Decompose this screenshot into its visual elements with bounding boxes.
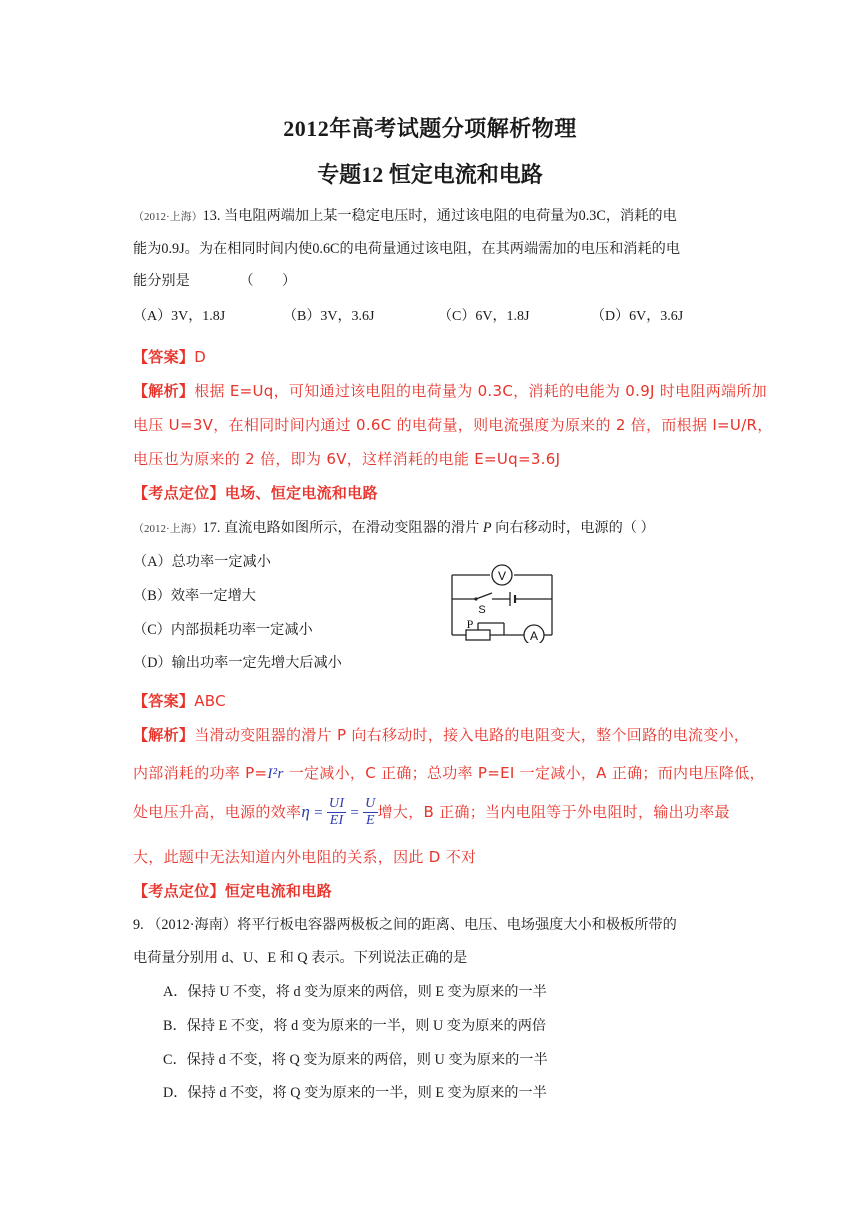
ammeter-label: A <box>529 629 539 643</box>
efficiency-fraction-1: $\frac{UI}{EI}$ <box>328 796 345 828</box>
q13-topic <box>133 482 378 503</box>
q13-answer <box>133 346 206 367</box>
q17-stem: （2012·上海）17. 直流电路如图所示，在滑动变阻器的滑片 P 向右移动时，电源的（ ） <box>133 520 655 536</box>
q17-analysis-line2: 内部消耗的功率 P=I²r 一定减小，C 正确；总功率 P=EI 一定减小，A 正确；而内电压降低， <box>133 764 765 782</box>
q17-answer <box>133 690 226 711</box>
q13-topic-value: 电场、恒定电流和电路 <box>224 484 378 502</box>
efficiency-fraction-2: $\frac{U}{E}$ <box>365 796 376 828</box>
q17-analysis-line1: 【解析】当滑动变阻器的滑片 P 向右移动时，接入电路的电阻变大，整个回路的电流变小， <box>133 726 750 744</box>
q13-answer-tag: 【答案】 <box>133 348 195 366</box>
q17-option-c: （C）内部损耗功率一定减小 <box>133 622 313 638</box>
q9-option-c: C．保持 d 不变，将 Q 变为原来的两倍，则 U 变为原来的一半 <box>163 1052 548 1068</box>
slider-label: P <box>466 617 474 631</box>
q9-option-b: B．保持 E 不变，将 d 变为原来的一半，则 U 变为原来的两倍 <box>163 1018 547 1034</box>
q9-option-a: A．保持 U 不变，将 d 变为原来的两倍，则 E 变为原来的一半 <box>163 984 547 1000</box>
switch-label: S <box>478 604 486 616</box>
q13-answer-value: D <box>194 348 207 366</box>
q17-analysis-tag: 【解析】 <box>133 726 195 744</box>
q9-option-d: D．保持 d 不变，将 Q 变为原来的一半，则 E 变为原来的一半 <box>163 1085 547 1101</box>
document-subtitle: 专题12 恒定电流和电路 <box>317 162 543 187</box>
q9-stem-line1: 9. （2012·海南）将平行板电容器两极板之间的距离、电压、电场强度大小和极板所带的 <box>133 917 677 933</box>
q17-topic-tag: 【考点定位】 <box>133 882 225 900</box>
q13-option-b: （B）3V，3.6J <box>283 309 375 324</box>
q17-stem-p: P <box>482 520 492 536</box>
q17-answer-value: ABC <box>194 692 226 710</box>
internal-power-formula: I²r <box>267 766 284 782</box>
q13-stem-line2: 能为0.9J。为在相同时间内使0.6C的电荷量通过该电阻，在其两端需加的电压和消耗的电 <box>133 241 681 257</box>
q13-option-d: （D）6V，3.6J <box>591 309 684 324</box>
q13-analysis-tag: 【解析】 <box>133 382 195 400</box>
q13-option-a: （A）3V，1.8J <box>133 309 226 324</box>
efficiency-symbol: η <box>301 802 311 821</box>
q17-analysis-line3: 处电压升高，电源的效率η = $\frac{UI}{EI}$ = $\frac{U}{E}$ 增大，B 正确；当内电阻等于外电阻时，输出功率最 <box>133 796 730 828</box>
q13-topic-tag: 【考点定位】 <box>133 484 225 502</box>
q17-topic-value: 恒定电流和电路 <box>224 882 332 900</box>
q13-stem-line1 <box>133 205 677 225</box>
voltmeter-label: V <box>497 569 507 583</box>
document-title: 2012年高考试题分项解析物理 <box>283 116 577 141</box>
q17-analysis-line4: 大，此题中无法知道内外电阻的关系，因此 D 不对 <box>133 848 477 866</box>
q13-analysis-line2: 电压 U=3V，在相同时间内通过 0.6C 的电荷量，则电流强度为原来的 2 倍，而根据 I=U/R， <box>133 416 773 434</box>
q17-answer-tag: 【答案】 <box>133 692 195 710</box>
q17-option-a: （A）总功率一定减小 <box>133 554 271 570</box>
q17-source: （2012·上海） <box>133 523 203 535</box>
q9-stem-line2: 电荷量分别用 d、U、E 和 Q 表示。下列说法正确的是 <box>133 950 468 966</box>
q13-stem-text: 13. 当电阻两端加上某一稳定电压时，通过该电阻的电荷量为0.3C，消耗的电 <box>202 208 677 224</box>
q13-analysis-line3: 电压也为原来的 2 倍，即为 6V，这样消耗的电能 E=Uq=3.6J <box>133 450 561 468</box>
q13-stem-line3: 能分别是 （ ） <box>133 273 297 289</box>
q13-source: （2012·上海） <box>133 211 203 223</box>
circuit-diagram <box>446 561 558 643</box>
q17-topic <box>133 880 332 901</box>
q17-option-d: （D）输出功率一定先增大后减小 <box>133 655 342 671</box>
q17-option-b: （B）效率一定增大 <box>133 588 256 604</box>
q13-analysis-line1: 【解析】根据 E=Uq，可知通过该电阻的电荷量为 0.3C，消耗的电能为 0.9J 时电阻两端所加 <box>133 382 767 400</box>
q13-option-c: （C）6V，1.8J <box>438 309 530 324</box>
